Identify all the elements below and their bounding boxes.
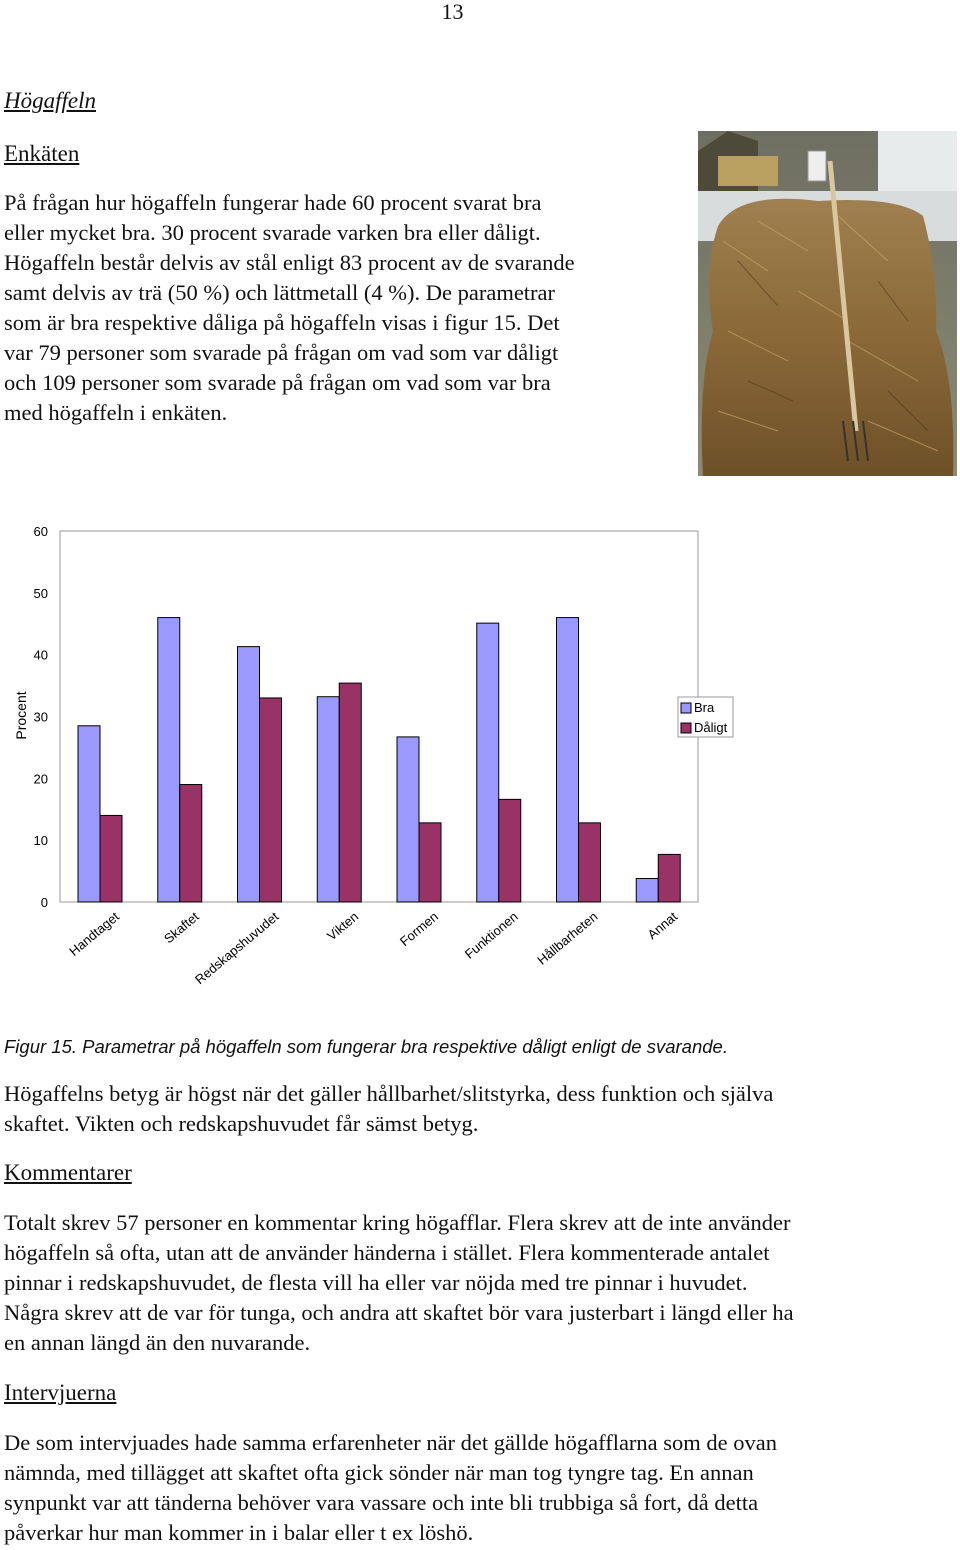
text-line: Högaffelns betyg är högst när det gäller hållbarhet/slitstyrka, dess funktion och själva (4, 1081, 774, 1106)
bar-daligt (419, 823, 441, 902)
y-tick-label: 50 (33, 585, 48, 601)
section-title-enkaten: Enkäten (4, 141, 80, 166)
text-line: påverkar hur man kommer in i balar eller t ex löshö. (4, 1520, 474, 1545)
text-line: pinnar i redskapshuvudet, de flesta vill ha eller var nöjda med tre pinnar i huvudet. (4, 1270, 748, 1295)
text-line: högaffeln så ofta, utan att de använder händerna i stället. Flera kommenterade antalet (4, 1240, 770, 1265)
bar-bra (397, 737, 419, 902)
legend-swatch (681, 703, 691, 713)
text-line: var 79 personer som svarade på frågan om vad som var dåligt (4, 340, 559, 365)
hay-bale-photo (698, 131, 957, 476)
text-line: med högaffeln i enkäten. (4, 400, 228, 425)
bar-daligt (100, 815, 122, 902)
figure-15-chart (0, 510, 960, 1030)
bar-bra (238, 647, 260, 902)
section-title-intervjuerna: Intervjuerna (4, 1380, 117, 1405)
section-title-kommentarer: Kommentarer (4, 1160, 132, 1185)
y-tick-label: 60 (33, 524, 48, 539)
intervjuerna-paragraph (4, 1428, 954, 1548)
legend-swatch (681, 723, 691, 733)
y-tick-label: 40 (33, 647, 48, 663)
x-category-label: Funktionen (461, 908, 521, 962)
text-line: nämnda, med tillägget att skaftet ofta gick sönder när man tog tyngre tag. En annan (4, 1460, 754, 1485)
text-line: en annan längd än den nuvarande. (4, 1330, 311, 1355)
x-category-label: Formen (396, 908, 441, 950)
text-line: som är bra respektive dåliga på högaffeln visas i figur 15. Det (4, 310, 560, 335)
text-line: Högaffeln består delvis av stål enligt 83 procent av de svarande (4, 250, 575, 275)
text-line: Några skrev att de var för tunga, och andra att skaftet bör vara justerbart i längd eller ha (4, 1300, 794, 1325)
betyg-paragraph (4, 1079, 954, 1139)
kommentarer-paragraph (4, 1208, 954, 1358)
y-axis-label: Procent (13, 691, 29, 740)
bar-bra (78, 726, 100, 902)
x-category-label: Annat (644, 908, 681, 943)
y-tick-label: 30 (33, 709, 48, 725)
x-category-label: Redskapshuvudet (192, 908, 282, 988)
text-line: De som intervjuades hade samma erfarenheter när det gällde högafflarna som de ovan (4, 1430, 778, 1455)
bar-daligt (579, 823, 601, 902)
plot-frame (60, 531, 698, 902)
bar-daligt (658, 854, 680, 902)
legend-label: Bra (694, 700, 715, 715)
figure-caption: Figur 15. Parametrar på högaffeln som fungerar bra respektive dåligt enligt de svarande. (4, 1036, 728, 1057)
x-category-label: Handtaget (66, 908, 122, 959)
bar-bra (158, 618, 180, 902)
enkaten-paragraph (4, 188, 694, 428)
text-line: eller mycket bra. 30 procent svarade varken bra eller dåligt. (4, 220, 541, 245)
x-category-label: Vikten (324, 908, 362, 944)
bar-bra (477, 623, 499, 902)
bar-daligt (260, 698, 282, 902)
y-tick-label: 20 (33, 771, 48, 787)
section-title-hogaffeln: Högaffeln (4, 88, 96, 113)
text-line: skaftet. Vikten och redskapshuvudet får sämst betyg. (4, 1111, 479, 1136)
text-line: och 109 personer som svarade på frågan om vad som var bra (4, 370, 551, 395)
text-line: samt delvis av trä (50 %) och lättmetall (4 %). De parametrar (4, 280, 556, 305)
x-category-label: Skaftet (161, 908, 202, 947)
bar-bra (317, 697, 339, 902)
bar-daligt (180, 785, 202, 902)
bar-daligt (499, 799, 521, 902)
bar-bra (557, 618, 579, 902)
x-category-label: Hållbarheten (534, 908, 601, 968)
text-line: synpunkt var att tänderna behöver vara vassare och inte bli trubbiga så fort, då detta (4, 1490, 759, 1515)
page-number: 13 (441, 0, 464, 24)
bar-daligt (339, 683, 361, 902)
bar-chart (0, 510, 960, 1030)
text-line: På frågan hur högaffeln fungerar hade 60 procent svarat bra (4, 190, 542, 215)
bar-bra (636, 879, 658, 902)
legend-label: Dåligt (694, 720, 728, 735)
y-tick-label: 10 (33, 833, 48, 849)
y-tick-label: 0 (40, 895, 48, 910)
text-line: Totalt skrev 57 personer en kommentar kring högafflar. Flera skrev att de inte använder (4, 1210, 791, 1235)
